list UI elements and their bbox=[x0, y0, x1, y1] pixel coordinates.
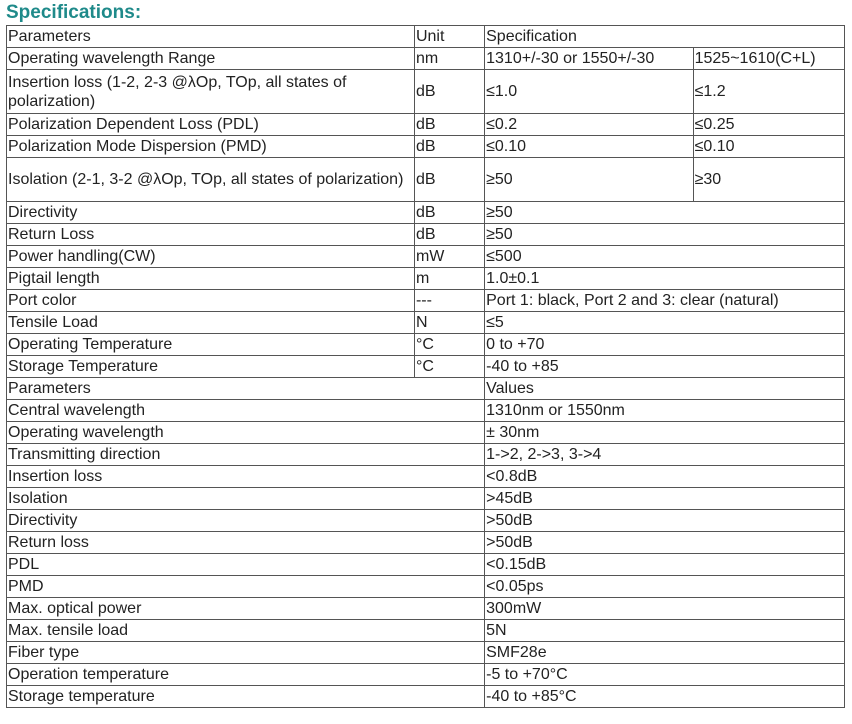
unit-cell: dB bbox=[414, 70, 484, 114]
parameter-cell: Max. tensile load bbox=[7, 620, 485, 642]
table-row bbox=[7, 136, 845, 158]
page-title: Specifications: bbox=[6, 2, 142, 23]
value-cell: 300mW bbox=[485, 598, 845, 620]
table-row bbox=[7, 620, 845, 642]
unit-cell: dB bbox=[414, 158, 484, 202]
value-cell: -40 to +85 bbox=[485, 356, 845, 378]
parameter-cell: Insertion loss (1-2, 2-3 @λOp, TOp, all states of polarization) bbox=[7, 70, 415, 114]
table-row bbox=[7, 114, 845, 136]
parameter-cell: Isolation (2-1, 3-2 @λOp, TOp, all states of polarization) bbox=[7, 158, 415, 202]
table-row bbox=[7, 312, 845, 334]
parameter-cell: Polarization Dependent Loss (PDL) bbox=[7, 114, 415, 136]
table-row bbox=[7, 598, 845, 620]
parameter-cell: Insertion loss bbox=[7, 466, 485, 488]
table-row bbox=[7, 554, 845, 576]
value-cell: ± 30nm bbox=[485, 422, 845, 444]
table-row bbox=[7, 466, 845, 488]
value-cell: ≤0.10 bbox=[485, 136, 693, 158]
header-parameters: Parameters bbox=[7, 378, 485, 400]
value-cell: -5 to +70°C bbox=[485, 664, 845, 686]
table-row bbox=[7, 400, 845, 422]
header-unit: Unit bbox=[414, 26, 484, 48]
value-cell: 1310+/-30 or 1550+/-30 bbox=[485, 48, 693, 70]
unit-cell: °C bbox=[414, 356, 484, 378]
table-row bbox=[7, 70, 845, 114]
value-cell: 0 to +70 bbox=[485, 334, 845, 356]
specifications-table bbox=[6, 25, 845, 708]
unit-cell: dB bbox=[414, 114, 484, 136]
value-cell: <0.15dB bbox=[485, 554, 845, 576]
unit-cell: nm bbox=[414, 48, 484, 70]
parameter-cell: PMD bbox=[7, 576, 485, 598]
unit-cell: --- bbox=[414, 290, 484, 312]
unit-cell: mW bbox=[414, 246, 484, 268]
table-row bbox=[7, 290, 845, 312]
value-cell: 5N bbox=[485, 620, 845, 642]
table-row bbox=[7, 664, 845, 686]
value-cell: 1525~1610(C+L) bbox=[693, 48, 844, 70]
table-row bbox=[7, 334, 845, 356]
parameter-cell: Operating Temperature bbox=[7, 334, 415, 356]
unit-cell: °C bbox=[414, 334, 484, 356]
value-cell: ≥50 bbox=[485, 202, 845, 224]
header-specification: Specification bbox=[485, 26, 845, 48]
table-row bbox=[7, 642, 845, 664]
unit-cell: dB bbox=[414, 136, 484, 158]
value-cell: ≤5 bbox=[485, 312, 845, 334]
table-row bbox=[7, 202, 845, 224]
table-row bbox=[7, 532, 845, 554]
parameter-cell: Operating wavelength bbox=[7, 422, 485, 444]
parameter-cell: PDL bbox=[7, 554, 485, 576]
parameter-cell: Directivity bbox=[7, 510, 485, 532]
unit-cell: dB bbox=[414, 224, 484, 246]
value-cell: SMF28e bbox=[485, 642, 845, 664]
unit-cell: dB bbox=[414, 202, 484, 224]
table-header-row bbox=[7, 26, 845, 48]
parameter-cell: Central wavelength bbox=[7, 400, 485, 422]
parameter-cell: Tensile Load bbox=[7, 312, 415, 334]
parameter-cell: Directivity bbox=[7, 202, 415, 224]
unit-cell: m bbox=[414, 268, 484, 290]
parameter-cell: Operation temperature bbox=[7, 664, 485, 686]
parameter-cell: Return Loss bbox=[7, 224, 415, 246]
header-values: Values bbox=[485, 378, 845, 400]
table-row bbox=[7, 686, 845, 708]
header-parameters: Parameters bbox=[7, 26, 415, 48]
value-cell: 1310nm or 1550nm bbox=[485, 400, 845, 422]
value-cell: Port 1: black, Port 2 and 3: clear (natural) bbox=[485, 290, 845, 312]
table-row bbox=[7, 48, 845, 70]
value-cell: ≥30 bbox=[693, 158, 844, 202]
value-cell: ≤0.25 bbox=[693, 114, 844, 136]
table-row bbox=[7, 510, 845, 532]
value-cell: ≤1.0 bbox=[485, 70, 693, 114]
table-header-row bbox=[7, 378, 845, 400]
value-cell: -40 to +85°C bbox=[485, 686, 845, 708]
value-cell: <0.05ps bbox=[485, 576, 845, 598]
parameter-cell: Isolation bbox=[7, 488, 485, 510]
parameter-cell: Power handling(CW) bbox=[7, 246, 415, 268]
value-cell: >45dB bbox=[485, 488, 845, 510]
value-cell: ≤0.2 bbox=[485, 114, 693, 136]
parameter-cell: Polarization Mode Dispersion (PMD) bbox=[7, 136, 415, 158]
table-row bbox=[7, 422, 845, 444]
parameter-cell: Max. optical power bbox=[7, 598, 485, 620]
value-cell: ≤500 bbox=[485, 246, 845, 268]
parameter-cell: Fiber type bbox=[7, 642, 485, 664]
parameter-cell: Transmitting direction bbox=[7, 444, 485, 466]
parameter-cell: Storage Temperature bbox=[7, 356, 415, 378]
table-row bbox=[7, 488, 845, 510]
table-row bbox=[7, 246, 845, 268]
value-cell: 1.0±0.1 bbox=[485, 268, 845, 290]
table-row bbox=[7, 268, 845, 290]
value-cell: ≥50 bbox=[485, 224, 845, 246]
table-row bbox=[7, 356, 845, 378]
value-cell: <0.8dB bbox=[485, 466, 845, 488]
parameter-cell: Port color bbox=[7, 290, 415, 312]
unit-cell: N bbox=[414, 312, 484, 334]
parameter-cell: Operating wavelength Range bbox=[7, 48, 415, 70]
table-row bbox=[7, 576, 845, 598]
value-cell: >50dB bbox=[485, 532, 845, 554]
value-cell: ≤0.10 bbox=[693, 136, 844, 158]
value-cell: >50dB bbox=[485, 510, 845, 532]
value-cell: ≤1.2 bbox=[693, 70, 844, 114]
table-row bbox=[7, 224, 845, 246]
parameter-cell: Return loss bbox=[7, 532, 485, 554]
table-row bbox=[7, 444, 845, 466]
value-cell: ≥50 bbox=[485, 158, 693, 202]
table-row bbox=[7, 158, 845, 202]
parameter-cell: Storage temperature bbox=[7, 686, 485, 708]
value-cell: 1->2, 2->3, 3->4 bbox=[485, 444, 845, 466]
parameter-cell: Pigtail length bbox=[7, 268, 415, 290]
